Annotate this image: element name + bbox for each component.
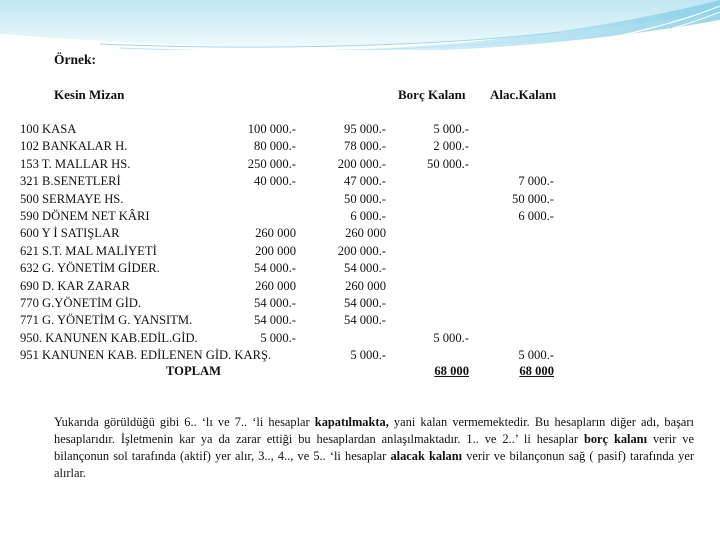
debit-amount: 260 000 — [255, 278, 296, 293]
para-bold-closed: kapatılmakta, — [314, 415, 389, 429]
table-row — [16, 156, 704, 173]
account-name: 632 G. YÖNETİM GİDER. — [20, 261, 160, 276]
account-name: 590 DÖNEM NET KÂRI — [20, 209, 150, 223]
account-name: 100 KASA — [20, 122, 77, 136]
table-row — [16, 347, 704, 364]
debit-amount: 54 000.- — [254, 313, 296, 328]
credit-amount: 47 000.- — [344, 174, 386, 189]
debit-balance: 5 000.- — [433, 330, 469, 345]
debit-amount: 200 000 — [255, 243, 296, 258]
para-text-1: Yukarıda görüldüğü gibi 6.. ‘lı ve 7.. ‘li hesaplar — [54, 415, 315, 429]
account-name: 600 Y İ SATIŞLAR — [20, 226, 120, 241]
credit-balance: 7 000.- — [518, 174, 554, 189]
para-text-3: verir ve bilançonun sol tarafında (aktif) yer alır, 3.., 4.., ve 5.. ‘li hesaplar — [54, 432, 694, 463]
debit-amount: 260 000 — [255, 226, 296, 241]
debit-balance: 5 000.- — [433, 122, 469, 136]
trial-balance-heading: Kesin Mizan — [54, 87, 125, 102]
credit-amount: 54 000.- — [344, 296, 386, 310]
credit-balance: 6 000.- — [518, 209, 554, 223]
table-row — [16, 173, 704, 190]
debit-amount: 250 000.- — [247, 156, 296, 171]
account-name: 771 G. YÖNETİM G. YANSITM. — [20, 313, 193, 328]
credit-amount: 6 000.- — [350, 209, 386, 223]
credit-balance-heading: Alac.Kalanı — [490, 87, 557, 102]
table-row — [16, 260, 704, 277]
account-name: 950. KANUNEN KAB.EDİL.GİD. — [20, 330, 198, 345]
account-name: 321 B.SENETLERİ — [20, 174, 121, 189]
table-row — [16, 225, 704, 242]
account-name: 153 T. MALLAR HS. — [20, 156, 131, 171]
para-bold-credit: alacak kalanı — [390, 449, 463, 463]
total-credit-balance: 68 000 — [519, 364, 554, 378]
para-text-2: yani kalan vermemektedir. Bu hesapların diğer adı, başarı hesaplarıdır. İşletmenin kar ya da zarar ettiği bu hesaplardan anlaşılmaktadır. 1.. ve 2..’ li hesaplar — [54, 415, 694, 446]
credit-amount: 200 000.- — [337, 156, 386, 171]
document-page — [16, 50, 704, 536]
table-row — [16, 312, 704, 329]
credit-amount: 200 000.- — [337, 243, 386, 258]
debit-balance: 50 000.- — [427, 156, 469, 171]
example-title: Örnek: — [54, 52, 96, 67]
credit-balance: 5 000.- — [518, 348, 554, 363]
credit-amount: 54 000.- — [344, 261, 386, 276]
account-name: 102 BANKALAR H. — [20, 139, 128, 154]
table-row — [16, 330, 704, 347]
debit-amount: 54 000.- — [254, 261, 296, 276]
credit-amount: 78 000.- — [344, 139, 386, 154]
account-name: 621 S.T. MAL MALİYETİ — [20, 243, 157, 258]
explanation-paragraph — [54, 414, 694, 482]
credit-amount: 54 000.- — [344, 313, 386, 328]
credit-amount: 5 000.- — [350, 348, 386, 363]
credit-amount: 50 000.- — [344, 191, 386, 206]
account-name: 690 D. KAR ZARAR — [20, 278, 130, 293]
table-row — [16, 278, 704, 295]
debit-balance: 2 000.- — [433, 139, 469, 154]
credit-amount: 95 000.- — [344, 122, 386, 136]
debit-balance-heading: Borç Kalanı — [398, 87, 466, 102]
table-row — [16, 295, 704, 312]
para-text-4: verir ve bilançonun sağ ( pasif) tarafında yer alırlar. — [54, 449, 695, 480]
table-row — [16, 121, 704, 138]
table-row — [16, 243, 704, 260]
account-name: 951 KANUNEN KAB. EDİLENEN GİD. KARŞ. — [20, 348, 272, 363]
credit-amount: 260 000 — [345, 226, 386, 241]
table-row — [16, 138, 704, 155]
debit-amount: 80 000.- — [254, 139, 296, 154]
total-debit-balance: 68 000 — [434, 364, 469, 378]
total-label: TOPLAM — [166, 364, 222, 378]
para-bold-debit: borç kalanı — [583, 432, 648, 446]
debit-amount: 5 000.- — [260, 330, 296, 345]
debit-amount: 100 000.- — [247, 122, 296, 136]
table-row — [16, 191, 704, 208]
total-row — [16, 363, 704, 380]
credit-amount: 260 000 — [345, 278, 386, 293]
debit-amount: 54 000.- — [254, 296, 296, 310]
table-row — [16, 208, 704, 225]
account-name: 770 G.YÖNETİM GİD. — [20, 296, 142, 310]
account-name: 500 SERMAYE HS. — [20, 191, 124, 206]
credit-balance: 50 000.- — [512, 191, 554, 206]
debit-amount: 40 000.- — [254, 174, 296, 189]
